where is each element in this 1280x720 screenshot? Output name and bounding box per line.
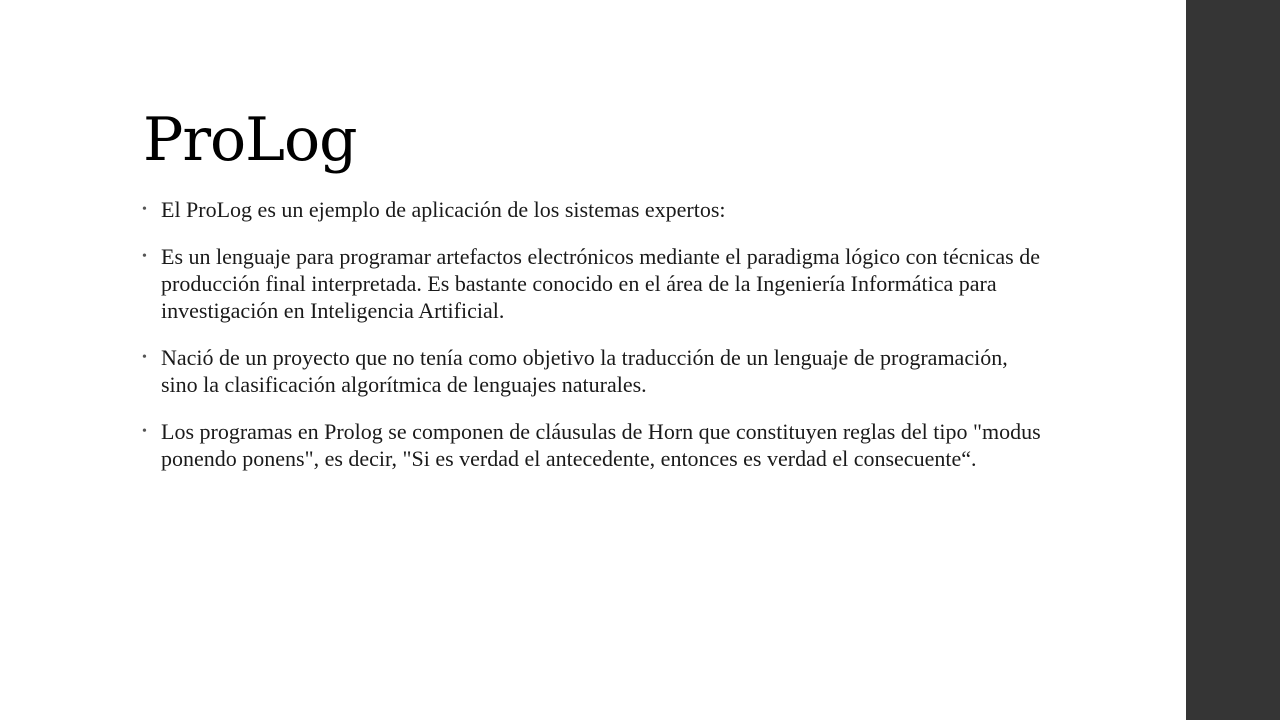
bullet-item xyxy=(142,344,1042,398)
bullet-text: El ProLog es un ejemplo de aplicación de los sistemas expertos: xyxy=(161,197,726,222)
slide-title: ProLog xyxy=(143,105,357,175)
bullet-icon: • xyxy=(142,424,147,439)
bullet-icon: • xyxy=(142,249,147,264)
bullet-icon: • xyxy=(142,350,147,365)
bullet-text: Es un lenguaje para programar artefactos electrónicos mediante el paradigma lógico con técnicas de producción final interpretada. Es bastante conocido en el área de la Ingeniería Informática para investigación en Inteligencia Artificial. xyxy=(161,244,1040,323)
bullet-item xyxy=(142,196,1042,223)
bullet-icon: • xyxy=(142,202,147,217)
bullet-item xyxy=(142,418,1042,472)
bullet-text: Los programas en Prolog se componen de cláusulas de Horn que constituyen reglas del tipo "modus ponendo ponens", es decir, "Si es verdad el antecedente, entonces es verdad el consecuente“. xyxy=(161,419,1041,471)
bullet-item xyxy=(142,243,1042,324)
side-accent-bar xyxy=(1186,0,1280,720)
bullet-text: Nació de un proyecto que no tenía como objetivo la traducción de un lenguaje de programación, sino la clasificación algorítmica de lenguajes naturales. xyxy=(161,345,1008,397)
bullet-list xyxy=(142,196,1042,492)
